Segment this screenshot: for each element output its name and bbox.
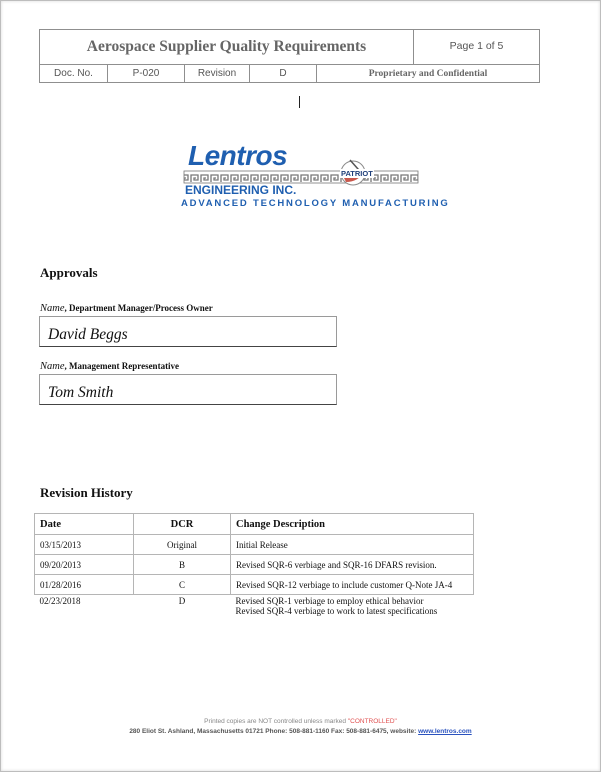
doc-no-value: P-020 xyxy=(108,65,185,82)
cell-date: 02/23/2018 xyxy=(35,595,134,625)
cell-dcr: C xyxy=(134,575,231,595)
cell-description: Revised SQR-12 verbiage to include customer Q-Note JA-4 xyxy=(231,575,474,595)
column-header-date: Date xyxy=(35,514,134,535)
logo-wordmark: Lentros xyxy=(188,140,288,171)
header-table xyxy=(39,29,540,83)
logo-badge-text: PATRIOT xyxy=(341,169,373,178)
revision-label: Revision xyxy=(185,65,250,82)
document-title: Aerospace Supplier Quality Requirements xyxy=(40,30,414,64)
cell-dcr: D xyxy=(134,595,231,625)
website-link[interactable]: www.lentros.com xyxy=(418,728,472,735)
cell-dcr: Original xyxy=(134,535,231,555)
cell-date: 09/20/2013 xyxy=(35,555,134,575)
revision-value: D xyxy=(250,65,317,82)
footer-notice-text: Printed copies are NOT controlled unless marked xyxy=(204,718,348,725)
cell-date: 03/15/2013 xyxy=(35,535,134,555)
approver-2-label xyxy=(40,361,179,372)
cell-description: Initial Release xyxy=(231,535,474,555)
cell-date: 01/28/2016 xyxy=(35,575,134,595)
cell-description xyxy=(231,595,474,625)
header-info-row xyxy=(40,64,539,82)
column-header-dcr: DCR xyxy=(134,514,231,535)
approvals-heading: Approvals xyxy=(40,265,98,280)
name-label: Name xyxy=(40,361,65,372)
logo-company-text: ENGINEERING INC. xyxy=(185,183,297,197)
signature-2: Tom Smith xyxy=(48,384,114,401)
name-label: Name xyxy=(40,303,65,314)
column-header-description: Change Description xyxy=(231,514,474,535)
role-label: , Department Manager/Process Owner xyxy=(64,303,213,313)
cell-description: Revised SQR-6 verbiage and SQR-16 DFARS revision. xyxy=(231,555,474,575)
company-logo xyxy=(180,140,450,215)
footer-address-text: 280 Eliot St. Ashland, Massachusetts 01721 Phone: 508-881-1160 Fax: 508-881-6475, website: xyxy=(129,728,419,735)
table-row xyxy=(35,595,474,625)
table-row xyxy=(35,535,474,555)
revision-history-table xyxy=(34,513,474,624)
signature-1: David Beggs xyxy=(48,326,128,343)
description-line-2: Revised SQR-4 verbiage to work to latest specifications xyxy=(235,606,438,616)
doc-no-label: Doc. No. xyxy=(40,65,108,82)
footer-notice xyxy=(0,718,601,725)
table-row xyxy=(35,555,474,575)
text-cursor xyxy=(299,96,300,108)
description-line-1: Revised SQR-1 verbiage to employ ethical behavior xyxy=(235,596,424,606)
controlled-mark: "CONTROLLED" xyxy=(347,718,397,725)
cell-dcr: B xyxy=(134,555,231,575)
signature-field-1[interactable] xyxy=(39,316,337,347)
page-number: Page 1 of 5 xyxy=(449,40,504,52)
confidentiality-label: Proprietary and Confidential xyxy=(368,68,488,79)
logo-tagline: ADVANCED TECHNOLOGY MANUFACTURING xyxy=(181,198,450,209)
approver-1-label xyxy=(40,303,213,314)
table-row xyxy=(35,575,474,595)
table-header-row xyxy=(35,514,474,535)
role-label: , Management Representative xyxy=(64,361,180,371)
footer-address xyxy=(0,728,601,735)
signature-field-2[interactable] xyxy=(39,374,337,405)
revision-history-heading: Revision History xyxy=(40,485,133,500)
